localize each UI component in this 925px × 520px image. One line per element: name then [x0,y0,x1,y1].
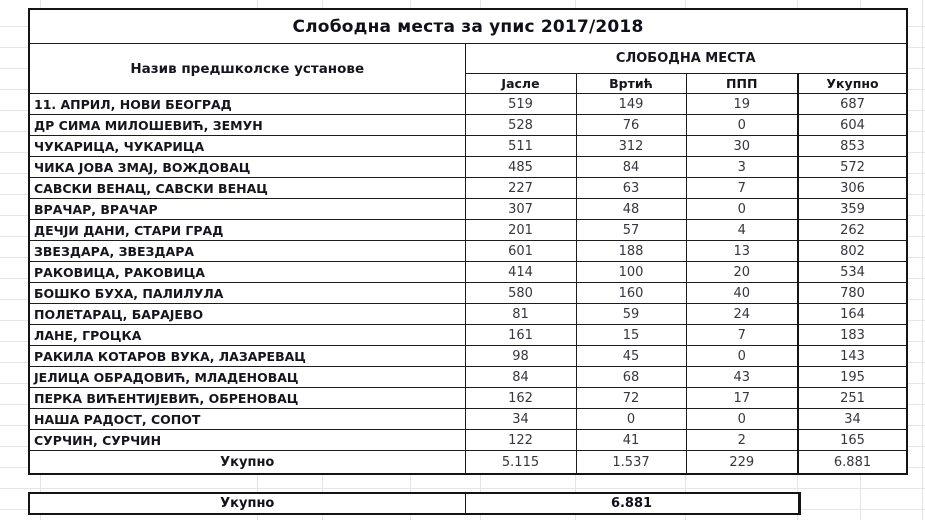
cell-jasle: 81 [465,304,576,325]
cell-vrtic: 57 [576,220,686,241]
cell-vrtic: 149 [576,94,686,115]
cell-ppp: 2 [686,430,798,451]
cell-institution-name: НАША РАДОСТ, СОПОТ [29,409,465,430]
cell-vrtic: 312 [576,136,686,157]
table-row [29,157,907,178]
cell-jasle: 580 [465,283,576,304]
cell-vrtic: 188 [576,241,686,262]
cell-institution-name: БОШКО БУХА, ПАЛИЛУЛА [29,283,465,304]
cell-ukupno: 604 [798,115,907,136]
cell-institution-name: ПОЛЕТАРАЦ, БАРАЈЕВО [29,304,465,325]
table-row [29,262,907,283]
cell-ppp: 20 [686,262,798,283]
cell-jasle: 98 [465,346,576,367]
grand-total-value: 6.881 [465,493,799,514]
cell-ukupno: 143 [798,346,907,367]
cell-ppp: 7 [686,325,798,346]
table-row [29,283,907,304]
cell-ukupno: 853 [798,136,907,157]
cell-ukupno: 572 [798,157,907,178]
cell-institution-name: ДР СИМА МИЛОШЕВИЋ, ЗЕМУН [29,115,465,136]
cell-jasle: 601 [465,241,576,262]
cell-institution-name: ДЕЧЈИ ДАНИ, СТАРИ ГРАД [29,220,465,241]
page-title: Слободна места за упис 2017/2018 [29,9,907,44]
cell-jasle: 485 [465,157,576,178]
table-row [29,367,907,388]
cell-institution-name: СУРЧИН, СУРЧИН [29,430,465,451]
table-row [29,199,907,220]
table-row [29,178,907,199]
totals-ppp: 229 [686,451,798,475]
cell-jasle: 519 [465,94,576,115]
table-row [29,346,907,367]
column-header-vrtic: Вртић [576,74,686,94]
cell-ukupno: 687 [798,94,907,115]
cell-institution-name: ВРАЧАР, ВРАЧАР [29,199,465,220]
cell-jasle: 227 [465,178,576,199]
cell-vrtic: 63 [576,178,686,199]
cell-institution-name: САВСКИ ВЕНАЦ, САВСКИ ВЕНАЦ [29,178,465,199]
cell-ukupno: 802 [798,241,907,262]
column-header-ukupno: Укупно [798,74,907,94]
column-header-jasle: Јасле [465,74,576,94]
cell-jasle: 511 [465,136,576,157]
cell-institution-name: ЧУКАРИЦА, ЧУКАРИЦА [29,136,465,157]
cell-ukupno: 34 [798,409,907,430]
table-row [29,388,907,409]
cell-ppp: 17 [686,388,798,409]
table-row [29,136,907,157]
cell-ppp: 3 [686,157,798,178]
totals-label: Укупно [29,451,465,475]
column-header-institution-name: Назив предшколске установе [29,44,465,94]
cell-ppp: 0 [686,346,798,367]
cell-vrtic: 160 [576,283,686,304]
cell-institution-name: 11. АПРИЛ, НОВИ БЕОГРАД [29,94,465,115]
cell-ukupno: 306 [798,178,907,199]
cell-ppp: 43 [686,367,798,388]
cell-vrtic: 68 [576,367,686,388]
cell-institution-name: ЗВЕЗДАРА, ЗВЕЗДАРА [29,241,465,262]
cell-jasle: 414 [465,262,576,283]
cell-vrtic: 72 [576,388,686,409]
grand-total-row [29,493,799,514]
cell-ppp: 13 [686,241,798,262]
cell-institution-name: РАКОВИЦА, РАКОВИЦА [29,262,465,283]
table-row [29,115,907,136]
header-row-group [29,44,907,74]
cell-vrtic: 15 [576,325,686,346]
cell-institution-name: ПЕРКА ВИЋЕНТИЈЕВИЋ, ОБРЕНОВАЦ [29,388,465,409]
totals-vrtic: 1.537 [576,451,686,475]
cell-vrtic: 48 [576,199,686,220]
column-group-header-free-places: СЛОБОДНА МЕСТА [465,44,907,74]
cell-ppp: 7 [686,178,798,199]
cell-ppp: 0 [686,115,798,136]
table-row [29,94,907,115]
cell-jasle: 201 [465,220,576,241]
cell-jasle: 161 [465,325,576,346]
grand-total-table [28,492,801,515]
cell-ppp: 0 [686,199,798,220]
cell-ukupno: 183 [798,325,907,346]
grand-total-label: Укупно [29,493,465,514]
cell-ppp: 19 [686,94,798,115]
table-row [29,325,907,346]
cell-jasle: 528 [465,115,576,136]
cell-ukupno: 262 [798,220,907,241]
table-row [29,241,907,262]
totals-ukupno: 6.881 [798,451,907,475]
cell-ukupno: 195 [798,367,907,388]
cell-ukupno: 780 [798,283,907,304]
cell-vrtic: 76 [576,115,686,136]
cell-institution-name: ЧИКА ЈОВА ЗМАЈ, ВОЖДОВАЦ [29,157,465,178]
table-row [29,304,907,325]
cell-ppp: 4 [686,220,798,241]
cell-vrtic: 84 [576,157,686,178]
cell-vrtic: 41 [576,430,686,451]
column-header-ppp: ППП [686,74,798,94]
cell-ppp: 0 [686,409,798,430]
cell-jasle: 34 [465,409,576,430]
cell-vrtic: 0 [576,409,686,430]
table-row [29,220,907,241]
cell-vrtic: 59 [576,304,686,325]
cell-ukupno: 251 [798,388,907,409]
table-row [29,430,907,451]
title-row [29,9,907,44]
cell-ukupno: 359 [798,199,907,220]
cell-ppp: 30 [686,136,798,157]
totals-row [29,451,907,475]
cell-institution-name: РАКИЛА КОТАРОВ ВУКА, ЛАЗАРЕВАЦ [29,346,465,367]
cell-jasle: 307 [465,199,576,220]
cell-jasle: 122 [465,430,576,451]
cell-ukupno: 164 [798,304,907,325]
cell-vrtic: 100 [576,262,686,283]
cell-jasle: 84 [465,367,576,388]
cell-ukupno: 534 [798,262,907,283]
cell-institution-name: ЛАНЕ, ГРОЦКА [29,325,465,346]
table-body [29,94,907,451]
cell-ppp: 24 [686,304,798,325]
free-places-table [28,8,908,475]
cell-ukupno: 165 [798,430,907,451]
cell-jasle: 162 [465,388,576,409]
cell-ppp: 40 [686,283,798,304]
table-row [29,409,907,430]
cell-institution-name: ЈЕЛИЦА ОБРАДОВИЋ, МЛАДЕНОВАЦ [29,367,465,388]
totals-jasle: 5.115 [465,451,576,475]
cell-vrtic: 45 [576,346,686,367]
